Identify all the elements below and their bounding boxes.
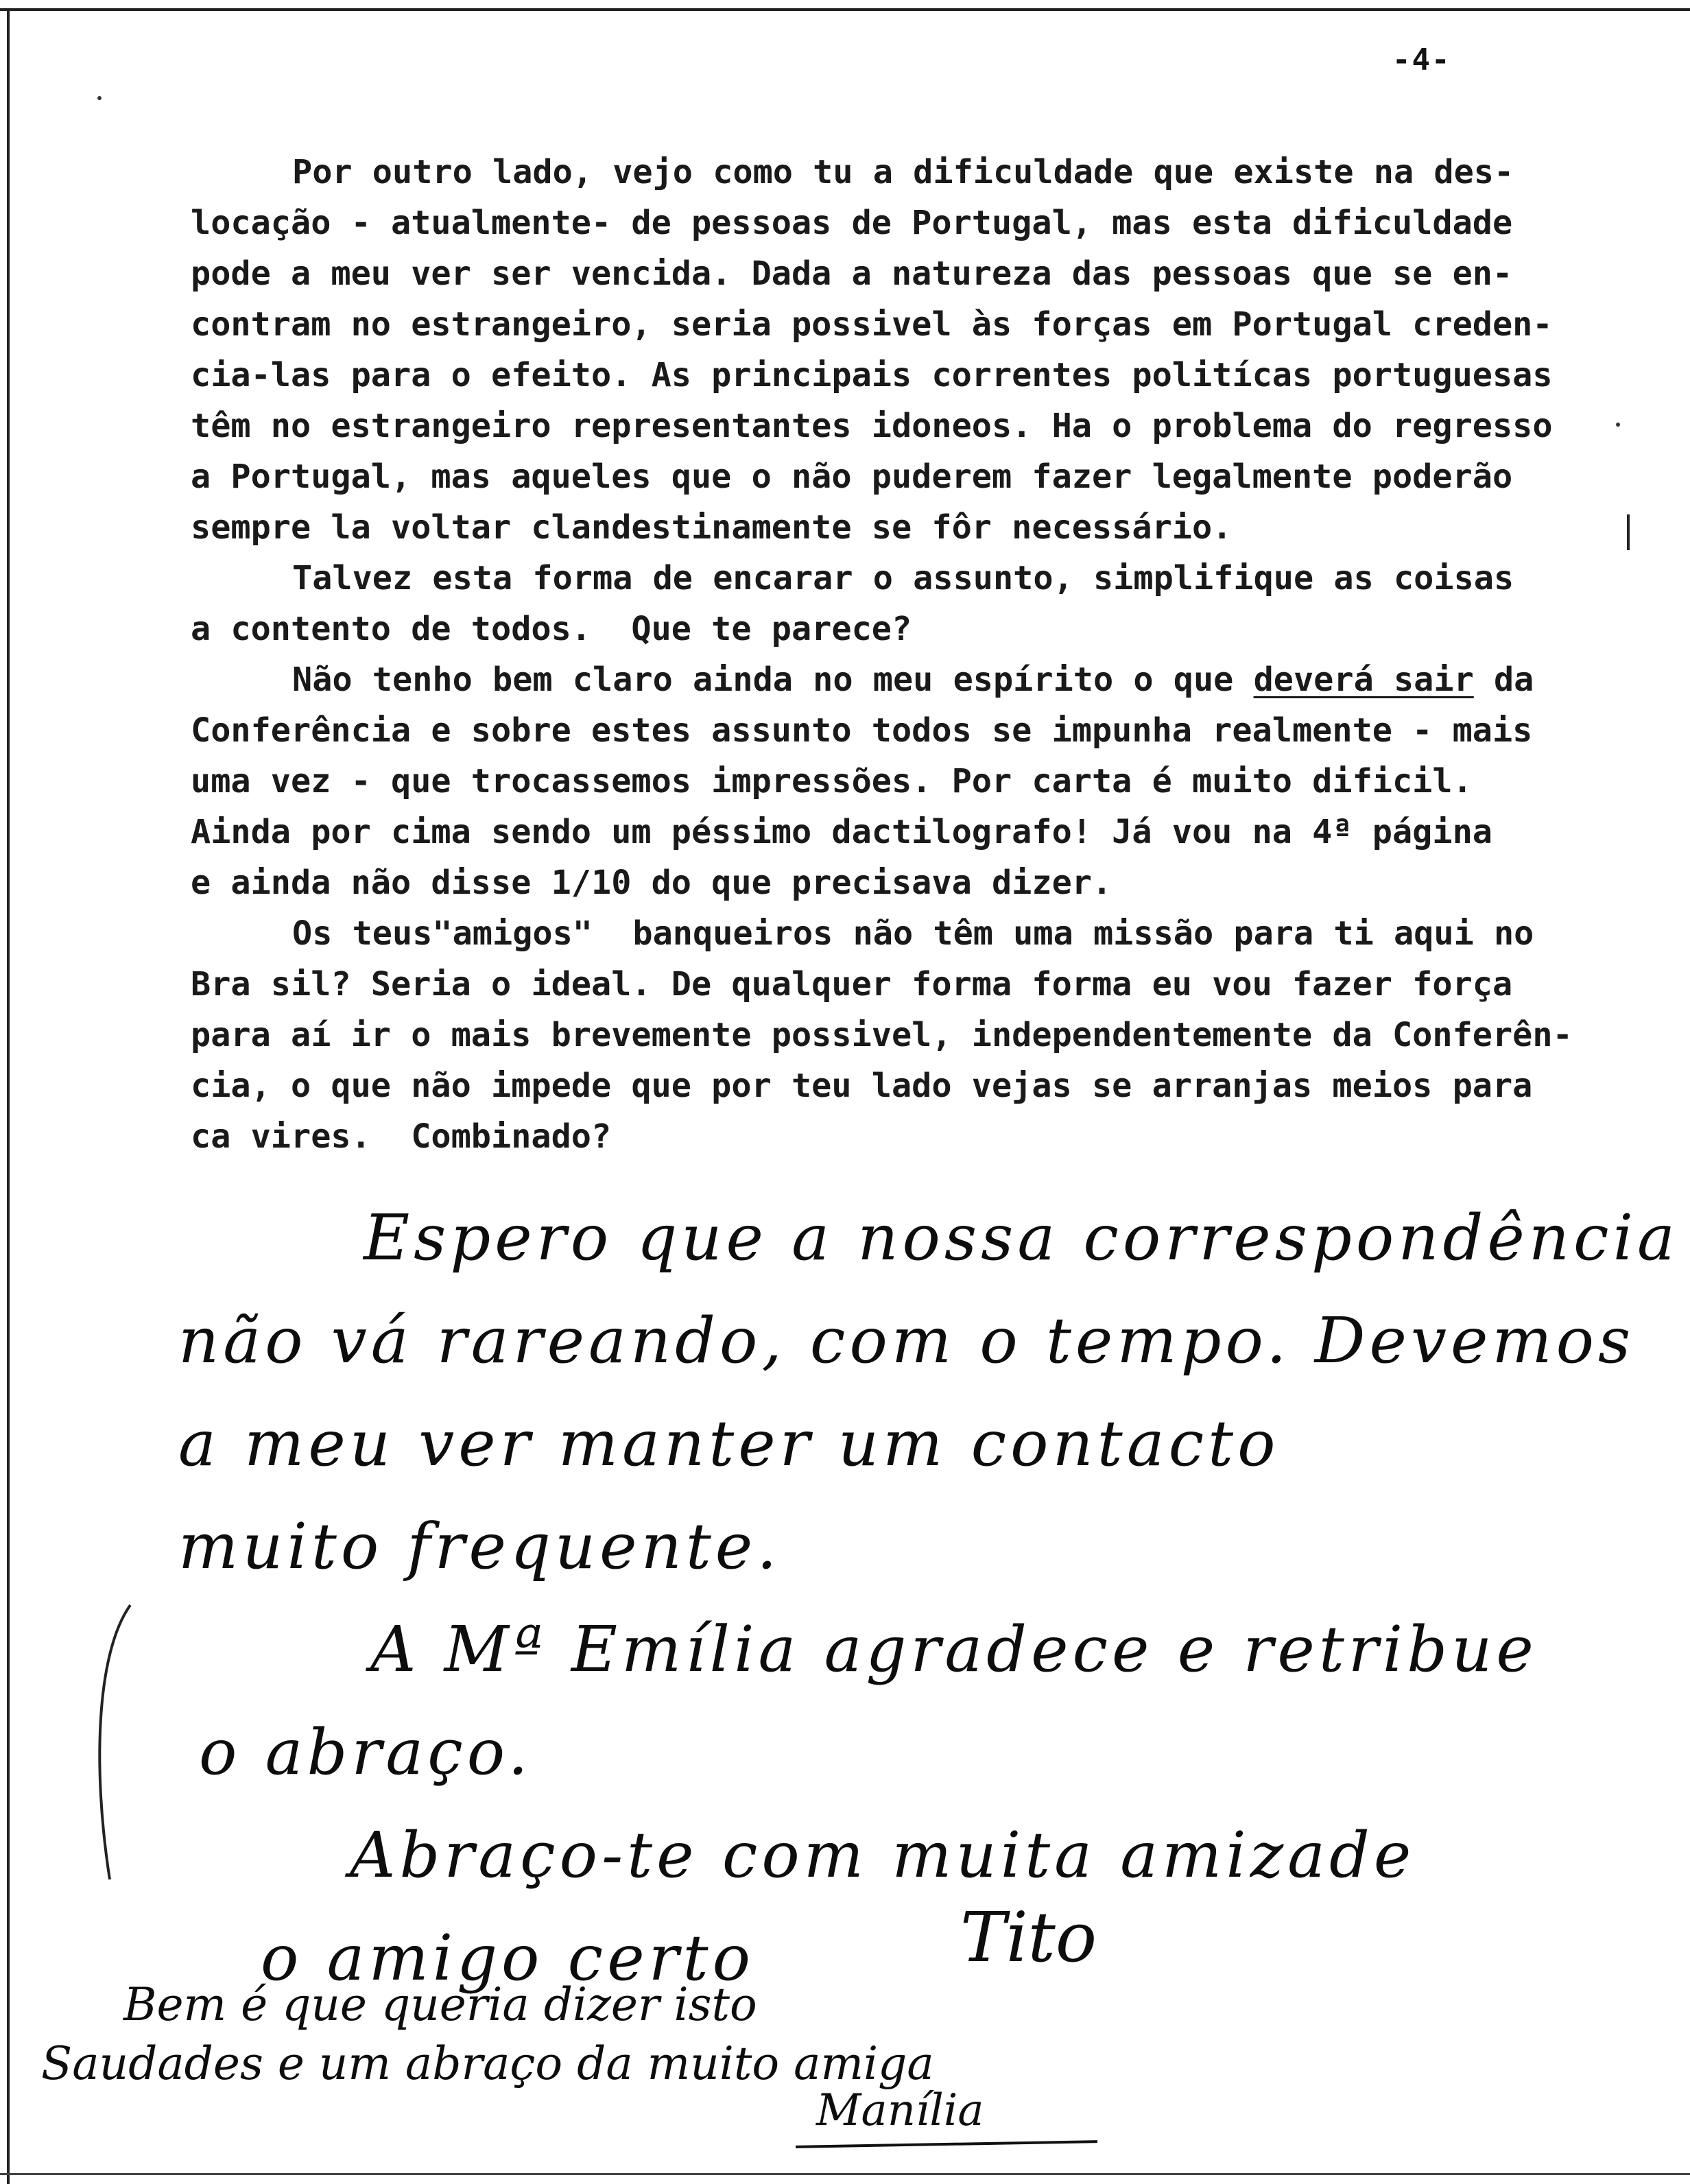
paper-speck [97, 96, 102, 100]
page-edge-left [7, 8, 10, 2184]
postscript [41, 1975, 1139, 2093]
handwritten-line: o amigo certo [261, 1921, 754, 1995]
signature-tito: Tito [960, 1897, 1097, 1978]
typed-letter-body [191, 147, 1610, 1162]
typed-line: têm no estrangeiro representantes idoneos. Ha o problema do regresso [191, 407, 1553, 445]
page-edge-bottom [0, 2173, 1690, 2175]
signature-manilia: Manília [816, 2085, 984, 2136]
postscript-line: Saudades e um abraço da muito amiga [41, 2037, 934, 2090]
typed-line: pode a meu ver ser vencida. Dada a natureza das pessoas que se en- [191, 254, 1513, 293]
handwritten-closing [158, 1187, 1679, 2010]
handwritten-line: muito frequente. [178, 1510, 781, 1583]
handwritten-line: a meu ver manter um contacto [178, 1407, 1280, 1480]
typed-line: Conferência e sobre estes assunto todos se impunha realmente - mais [191, 711, 1533, 750]
typed-line: locação - atualmente- de pessoas de Portugal, mas esta dificuldade [191, 204, 1513, 242]
typed-line: e ainda não disse 1/10 do que precisava dizer. [191, 864, 1112, 902]
typed-line: cia, o que não impede que por teu lado vejas se arranjas meios para [191, 1067, 1533, 1105]
postscript-line: Bem é que queria dizer isto [123, 1978, 757, 2031]
typed-line: a contento de todos. Que te parece? [191, 610, 912, 648]
typed-line: ca vires. Combinado? [191, 1117, 612, 1156]
signature-underline [796, 2140, 1097, 2148]
handwritten-line: A Mª Emília agradece e retribue [370, 1613, 1538, 1686]
page-edge-top [0, 8, 1690, 11]
handwritten-line: Espero que a nossa correspondência [364, 1201, 1679, 1274]
typed-line: sempre la voltar clandestinamente se fôr necessário. [191, 508, 1233, 547]
margin-mark [1627, 514, 1630, 550]
typed-line: a Portugal, mas aqueles que o não puderem fazer legalmente poderão [191, 458, 1513, 496]
typed-line: Bra sil? Seria o ideal. De qualquer forma forma eu vou fazer força [191, 965, 1513, 1004]
margin-bracket-icon [82, 1598, 137, 1886]
typed-line: contram no estrangeiro, seria possivel às forças em Portugal creden- [191, 305, 1553, 344]
typed-line: Por outro lado, vejo como tu a dificuldade que existe na des- [292, 153, 1514, 191]
handwritten-line: o abraço. [199, 1716, 532, 1789]
typed-line: para aí ir o mais brevemente possivel, independentemente da Conferên- [191, 1016, 1573, 1054]
underlined-phrase: deverá sair [1253, 661, 1474, 699]
handwritten-line: Abraço-te com muita amizade [350, 1818, 1416, 1892]
typed-line: uma vez - que trocassemos impressões. Por carta é muito dificil. [191, 762, 1473, 800]
handwritten-line: não vá rareando, com o tempo. Devemos [178, 1304, 1635, 1377]
typed-line: Talvez esta forma de encarar o assunto, simplifique as coisas [292, 559, 1514, 597]
margin-mark [1616, 423, 1620, 427]
typed-line: Os teus"amigos" banqueiros não têm uma missão para ti aqui no [292, 914, 1534, 953]
page-number: -4- [1392, 43, 1451, 78]
typed-line: Ainda por cima sendo um péssimo dactilografo! Já vou na 4ª página [191, 813, 1492, 851]
typed-line: Não tenho bem claro ainda no meu espírito o que deverá sair da [292, 661, 1534, 699]
typed-line: cia-las para o efeito. As principais correntes politícas portuguesas [191, 356, 1553, 394]
